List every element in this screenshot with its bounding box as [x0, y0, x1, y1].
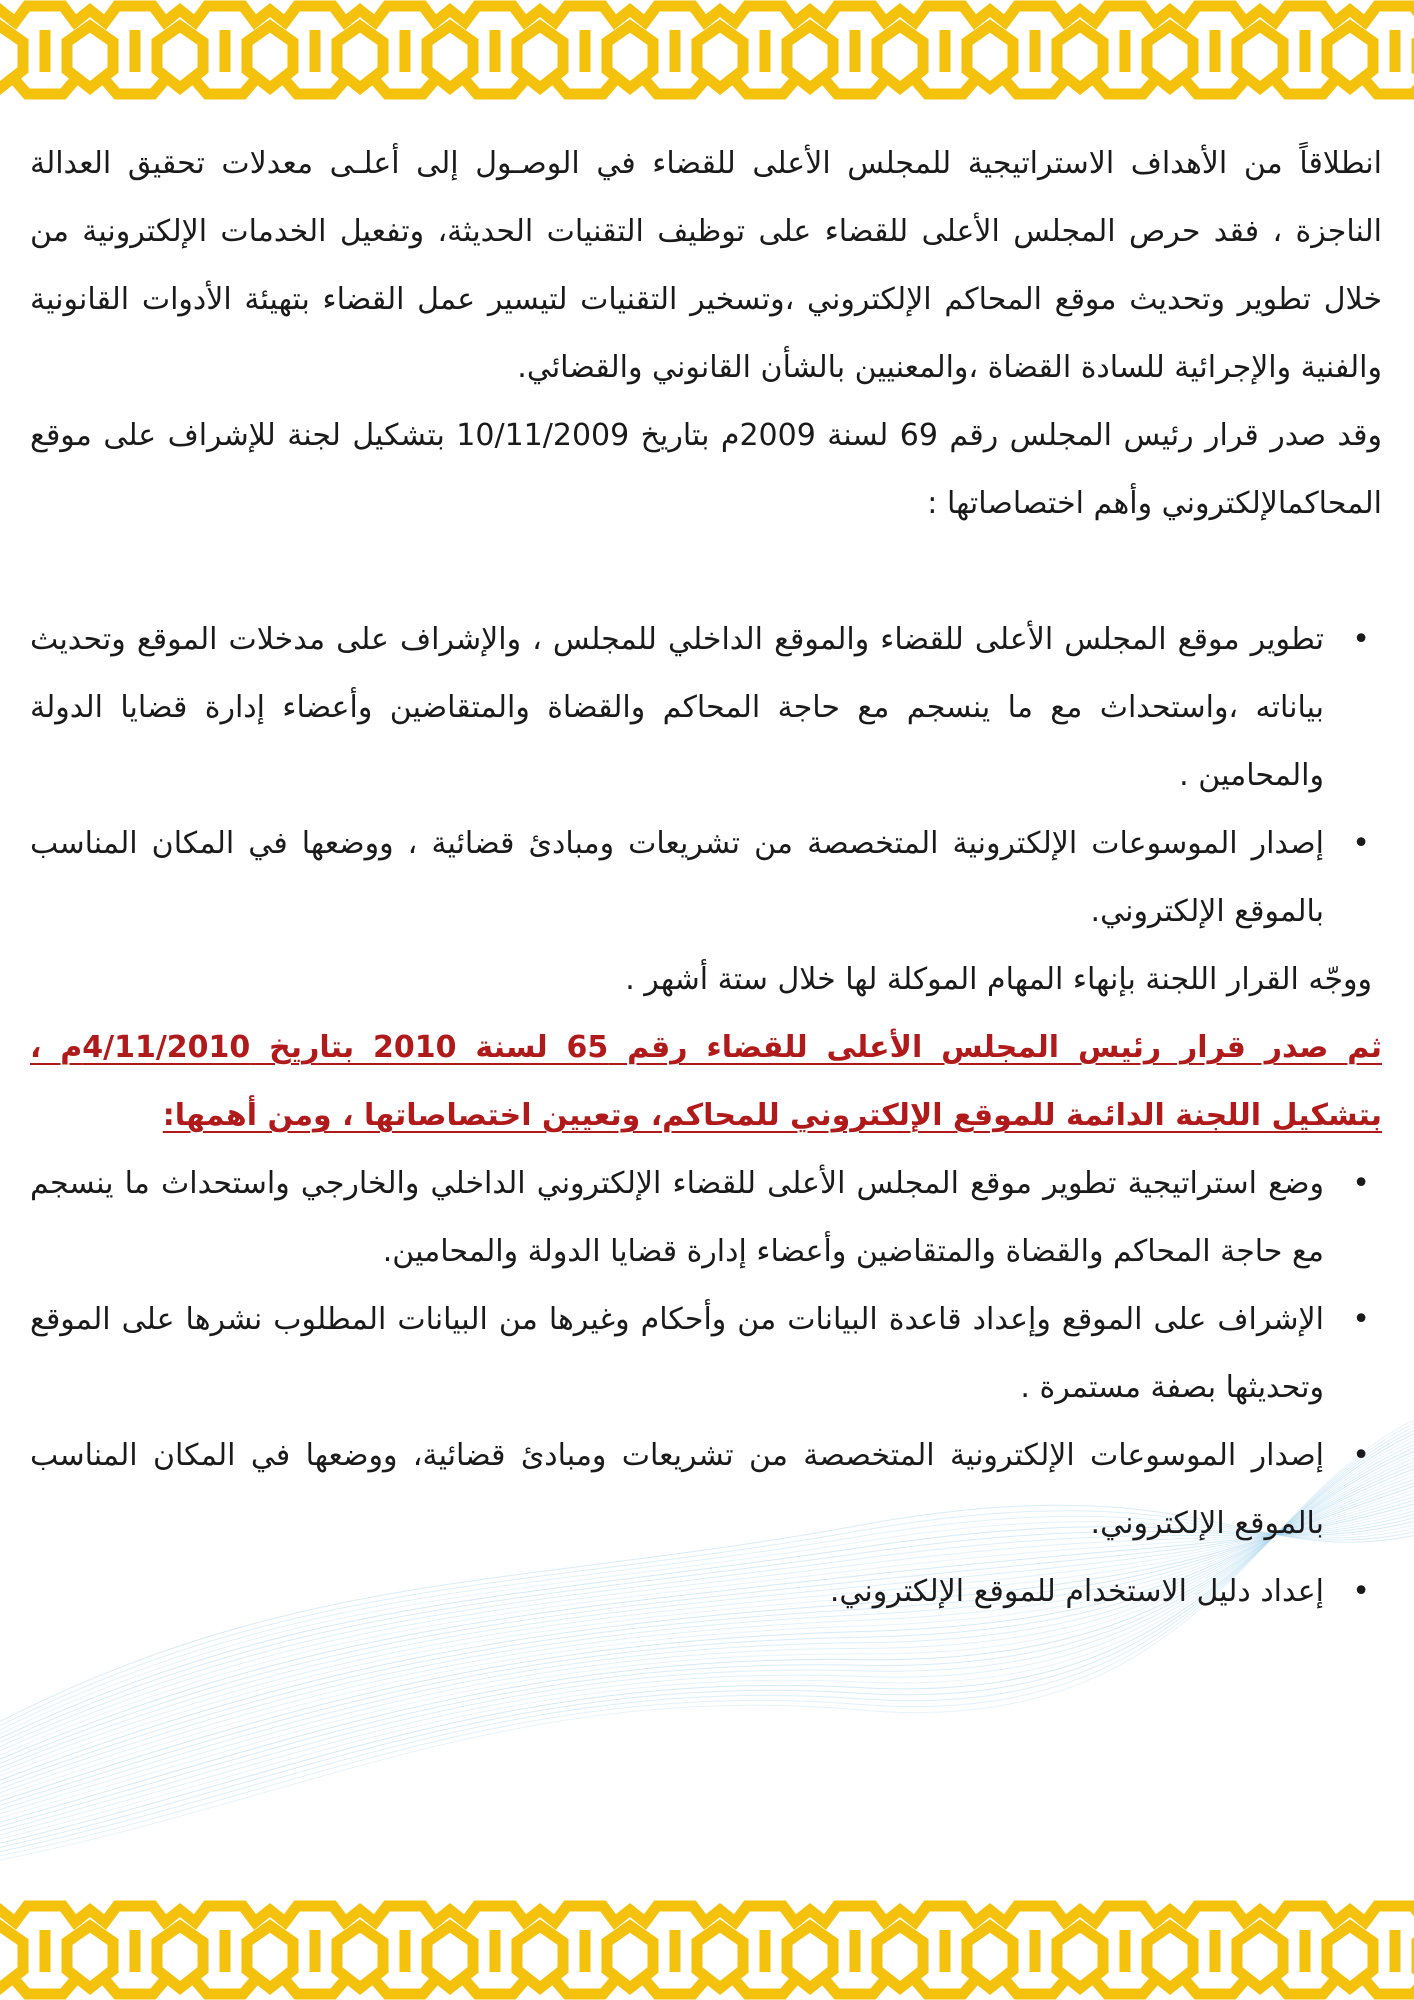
ornament-tile: [405, 6, 495, 94]
ornament-tile: [0, 1906, 45, 1994]
ornament-tile: [225, 6, 315, 94]
ornament-tile: [0, 6, 45, 94]
ornament-tile: [495, 6, 585, 94]
list-item: [30, 1558, 1370, 1626]
ornament-tile: [315, 6, 405, 94]
list-item-text: إصدار الموسوعات الإلكترونية المتخصصة من تشريعات ومبادئ قضائية ، ووضعها في المكان المناسب بالموقع الإلكتروني.: [30, 826, 1324, 929]
top-ornament-border-icon: [0, 0, 1414, 100]
ornament-tile: [585, 1906, 675, 1994]
ornament-tile: [135, 1906, 225, 1994]
list-item-text: وضع استراتيجية تطوير موقع المجلس الأعلى للقضاء الإلكتروني الداخلي والخارجي واستحداث ما ينسجم مع حاجة المحاكم والقضاة والمتقاضين وأعضاء إدارة قضايا الدولة والمحامين.: [30, 1166, 1324, 1269]
intro-paragraph: انطلاقاً من الأهداف الاستراتيجية للمجلس الأعلى للقضاء في الوصـول إلى أعلـى معدلات تحقيق العدالة الناجزة ، فقد حرص المجلس الأعلى للقضاء على توظيف التقنيات الحديثة، وتفعيل الخدمات الإلكترونية من خلال تطوير وتحديث موقع المحاكم الإلكتروني ،وتسخير التقنيات لتيسير عمل القضاء بتهيئة الأدوات القانونية والفنية والإجرائية للسادة القضاة ،والمعنيين بالشأن القانوني والقضائي.: [30, 146, 1382, 385]
list-item: [30, 606, 1370, 810]
permanent-committee-list: [30, 1150, 1382, 1626]
ornament-tile: [945, 6, 1035, 94]
ornament-tile: [225, 1906, 315, 1994]
list-item: [30, 1150, 1370, 1286]
paragraph-spacer: [30, 538, 1382, 606]
ornament-tile: [315, 1906, 405, 1994]
bullet-icon: •: [1352, 826, 1370, 861]
ornament-tile: [1395, 6, 1414, 94]
list-item: [30, 1422, 1370, 1558]
bullet-icon: •: [1352, 1438, 1370, 1473]
list-item-text: الإشراف على الموقع وإعداد قاعدة البيانات من وأحكام وغيرها من البيانات المطلوب نشرها على الموقع وتحديثها بصفة مستمرة .: [30, 1302, 1324, 1405]
bullet-icon: •: [1352, 1166, 1370, 1201]
list-item-text: إصدار الموسوعات الإلكترونية المتخصصة من تشريعات ومبادئ قضائية، ووضعها في المكان المناسب بالموقع الإلكتروني.: [30, 1438, 1324, 1541]
first-committee-list: [30, 606, 1382, 946]
ornament-tile: [405, 1906, 495, 1994]
ornament-tile: [1215, 6, 1305, 94]
ornament-tile: [495, 1906, 585, 1994]
ornament-tile: [45, 1906, 135, 1994]
ornament-tile: [1125, 1906, 1215, 1994]
ornament-tile: [1305, 6, 1395, 94]
ornament-tile: [1215, 1906, 1305, 1994]
ornament-tile: [1305, 1906, 1395, 1994]
ornament-tile: [45, 6, 135, 94]
list-item: [30, 810, 1370, 946]
ornament-tile: [675, 1906, 765, 1994]
ornament-tile: [135, 6, 225, 94]
bottom-ornament-border-icon: [0, 1900, 1414, 2000]
ornament-tile: [1125, 6, 1215, 94]
list-item-text: إعداد دليل الاستخدام للموقع الإلكتروني.: [829, 1574, 1324, 1609]
list-item: [30, 1286, 1370, 1422]
list-item-text: تطوير موقع المجلس الأعلى للقضاء والموقع الداخلي للمجلس ، والإشراف على مدخلات الموقع وتحديث بياناته ،واستحداث مع ما ينسجم مع حاجة المحاكم والقضاة والمتقاضين وأعضاء إدارة قضايا الدولة والمحامين .: [30, 622, 1324, 793]
ornament-tile: [855, 6, 945, 94]
decision-paragraph: وقد صدر قرار رئيس المجلس رقم 69 لسنة 2009م بتاريخ 10/11/2009 بتشكيل لجنة للإشراف على موقع المحاكمالإلكتروني وأهم اختصاصاتها :: [30, 418, 1382, 521]
ornament-tile: [855, 1906, 945, 1994]
document-body: [30, 130, 1382, 1626]
ornament-tile: [675, 6, 765, 94]
ornament-tile: [765, 6, 855, 94]
ornament-tile: [1395, 1906, 1414, 1994]
bullet-icon: •: [1352, 1302, 1370, 1337]
bullet-icon: •: [1352, 1574, 1370, 1609]
ornament-tile: [765, 1906, 855, 1994]
ornament-tile: [1035, 1906, 1125, 1994]
bullet-icon: •: [1352, 622, 1370, 657]
ornament-tile: [1035, 6, 1125, 94]
ornament-tile: [945, 1906, 1035, 1994]
ornament-tile: [585, 6, 675, 94]
permanent-committee-decision: ثم صدر قرار رئيس المجلس الأعلى للقضاء رقم 65 لسنة 2010 بتاريخ 4/11/2010م ، بتشكيل اللجنة الدائمة للموقع الإلكتروني للمحاكم، وتعيين اختصاصاتها ، ومن أهمها:: [30, 1030, 1382, 1133]
deadline-note: ووجّه القرار اللجنة بإنهاء المهام الموكلة لها خلال ستة أشهر .: [625, 962, 1372, 997]
